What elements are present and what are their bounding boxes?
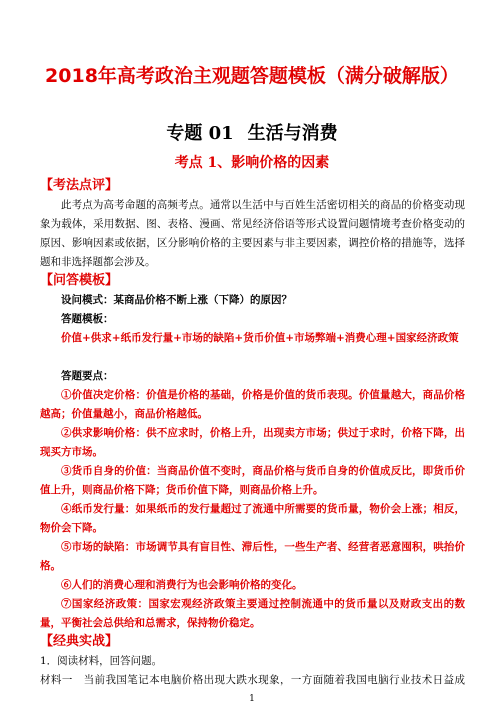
page-number: 1 — [249, 694, 255, 704]
point-2: ②供求影响价格：供不应求时，价格上升，出现卖方市场；供过于求时，价格下降，出现买方市场。 — [40, 427, 465, 458]
chapter-name: 生活与消费 — [247, 123, 338, 144]
document-title: 2018年高考政治主观题答题模板（满分破解版） — [45, 65, 459, 87]
template-text: 价值+供求+纸币发行量+市场的缺陷+货币价值+市场弊端+消费心理+国家经济政策 — [61, 332, 459, 344]
question-mode: 设问模式：某商品价格不断上涨（下降）的原因？ — [61, 294, 292, 306]
material-paragraph: 材料一 当前我国笔记本电脑价格出现大跌水现象，一方面随着我国电脑行业技术日益成 — [40, 674, 465, 686]
point-4: ④纸币发行量：如果纸币的发行量超过了流通中所需要的货币量，物价会上涨；相反，物价会下降。 — [40, 503, 465, 534]
point-7: ⑦国家经济政策：国家宏观经济政策主要通过控制流通中的货币量以及财政支出的数量，平衡社会总供给和总需求，保持物价稳定。 — [40, 598, 465, 629]
section-kaofa-heading: 【考法点评】 — [40, 178, 119, 193]
chapter-label: 专题 01 — [166, 123, 234, 144]
kaofa-paragraph: 此考点为高考命题的高频考点。通常以生活中与百姓生活密切相关的商品的价格变动现象为载体，采用数据、图、表格、漫画、常见经济俗语等形式设置问题情境考查价格变动的原因、影响因素或依据，区分影响价格的主要因素与非主要因素，调控价格的措施等，选择题和非选择题都会涉及。 — [40, 199, 465, 268]
kaodian-heading: 考点 1、影响价格的因素 — [174, 155, 330, 171]
point-5: ⑤市场的缺陷：市场调节具有盲目性、滞后性，一些生产者、经营者恶意囤积，哄抬价格。 — [40, 541, 465, 572]
chapter-heading — [0, 122, 504, 146]
section-shizhan-heading: 【经典实战】 — [40, 634, 119, 649]
point-3: ③货币自身的价值：当商品价值不变时，商品价格与货币自身的价值成反比，即货币价值上升，则商品价格下降；货币价值下降，则商品价格上升。 — [40, 465, 465, 496]
point-1: ①价值决定价格：价值是价格的基础，价格是价值的货币表现。价值量越大，商品价格越高；价值量越小，商品价格越低。 — [40, 389, 465, 420]
template-label: 答题模板： — [61, 313, 114, 325]
section-wenda-heading: 【问答模板】 — [40, 273, 119, 288]
practice-question: 1．阅读材料，回答问题。 — [40, 655, 163, 667]
points-label: 答题要点： — [61, 370, 114, 382]
point-6: ⑥人们的消费心理和消费行为也会影响价格的变化。 — [61, 579, 303, 591]
